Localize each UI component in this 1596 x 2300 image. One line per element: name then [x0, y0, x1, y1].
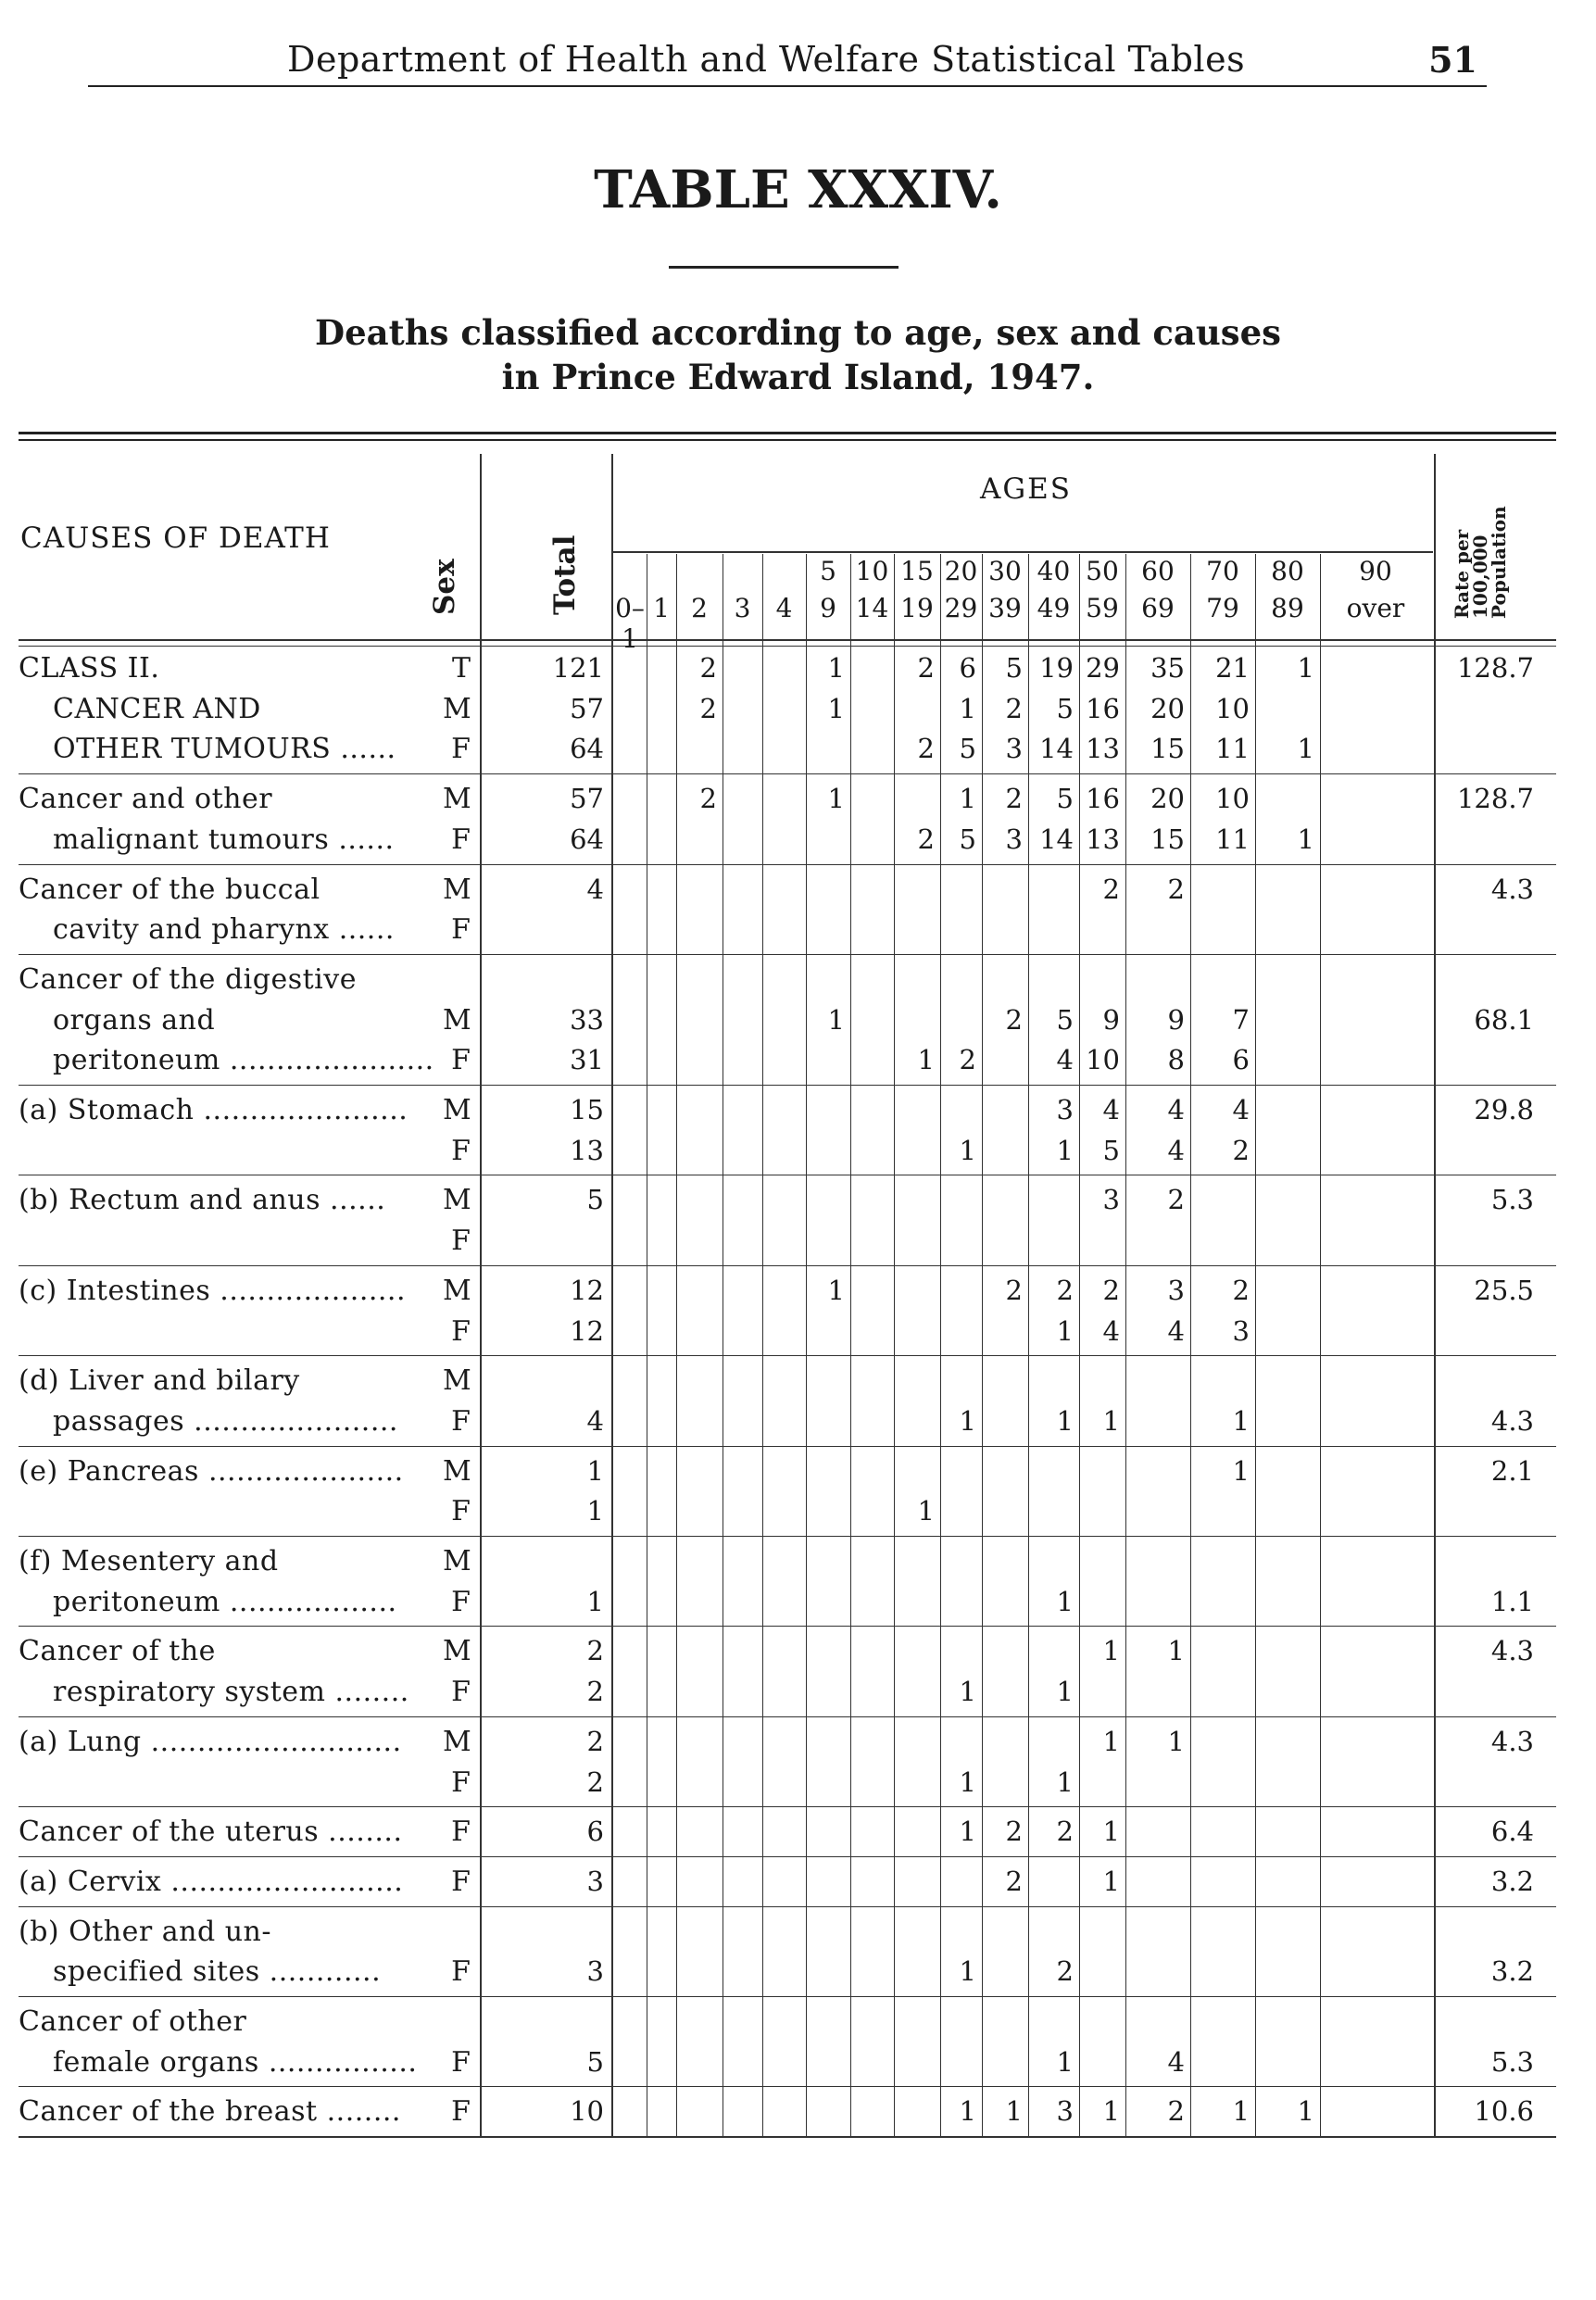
- age-count: 1: [1102, 1865, 1120, 1897]
- age-count: 20: [1150, 783, 1185, 815]
- rate-value: 5.3: [1490, 1184, 1534, 1216]
- age-count: 1: [827, 652, 845, 684]
- age-count: 2: [1005, 1816, 1023, 1848]
- age-count: 1: [827, 692, 845, 724]
- cause-of-death-label: Cancer of other: [19, 2005, 247, 2038]
- sex-marker: F: [451, 2045, 471, 2079]
- cause-of-death-label: OTHER TUMOURS ......: [53, 733, 396, 766]
- age-count: 1: [1056, 1314, 1074, 1347]
- age-count: 1: [917, 1495, 935, 1527]
- sex-marker: M: [443, 1184, 471, 1217]
- sex-marker: M: [443, 1364, 471, 1398]
- subtitle-line-1: Deaths classified according to age, sex and causes: [315, 312, 1281, 353]
- age-count: 3: [1102, 1184, 1120, 1216]
- cause-of-death-label: Cancer of the digestive: [19, 962, 357, 996]
- cause-of-death-label: Cancer and other: [19, 783, 273, 816]
- col-rule-age: [1190, 554, 1191, 2136]
- age-count: 2: [959, 1044, 976, 1076]
- age-count: 3: [1232, 1314, 1250, 1347]
- total-value: 3: [586, 1865, 604, 1897]
- age-count: 4: [1167, 1094, 1185, 1125]
- rate-value: 4.3: [1490, 1725, 1534, 1757]
- total-value: 1: [586, 1495, 604, 1527]
- age-count: 5: [1056, 692, 1074, 724]
- row-group-rule: [19, 1265, 1556, 1266]
- age-count: 11: [1215, 823, 1250, 855]
- age-count: 5: [959, 823, 976, 855]
- age-count: 1: [1297, 823, 1314, 855]
- header-age-group-from: 90: [1359, 556, 1392, 586]
- rate-value: 68.1: [1474, 1003, 1534, 1036]
- age-count: 16: [1086, 692, 1120, 724]
- age-count: 1: [959, 692, 976, 724]
- age-count: 2: [1005, 692, 1023, 724]
- total-value: 10: [570, 2095, 604, 2128]
- total-value: 6: [586, 1816, 604, 1848]
- total-value: 31: [570, 1044, 604, 1076]
- rate-value: 128.7: [1456, 652, 1534, 684]
- age-count: 6: [1232, 1044, 1250, 1076]
- cause-of-death-label: (b) Rectum and anus ......: [19, 1184, 386, 1217]
- table-bottom-rule: [19, 2136, 1556, 2138]
- cause-of-death-label: peritoneum ..................: [53, 1585, 397, 1618]
- col-rule-age: [676, 554, 677, 2136]
- table-top-rule-inner: [19, 439, 1556, 441]
- total-value: 3: [586, 1955, 604, 1988]
- header-age-group: 3: [734, 593, 751, 623]
- age-count: 1: [1232, 1404, 1250, 1437]
- age-count: 1: [959, 1955, 976, 1988]
- rate-value: 2.1: [1490, 1454, 1534, 1487]
- row-group-rule: [19, 1806, 1556, 1807]
- cause-of-death-label: (e) Pancreas .....................: [19, 1454, 404, 1488]
- page-number: 51: [1428, 39, 1477, 81]
- total-value: 5: [586, 1184, 604, 1216]
- running-title: Department of Health and Welfare Statistical Tables: [287, 39, 1246, 80]
- row-group-rule: [19, 1536, 1556, 1537]
- header-age-group-to: 59: [1086, 593, 1119, 623]
- header-age-group-from: 60: [1141, 556, 1175, 586]
- age-count: 1: [1297, 733, 1314, 765]
- row-group-rule: [19, 1626, 1556, 1627]
- age-count: 1: [1102, 2095, 1120, 2128]
- sex-marker: M: [443, 1725, 471, 1758]
- sex-marker: F: [451, 1816, 471, 1849]
- total-value: 4: [586, 873, 604, 905]
- total-value: 4: [586, 1404, 604, 1437]
- age-count: 6: [959, 652, 976, 684]
- rate-value: 3.2: [1490, 1955, 1534, 1988]
- age-count: 7: [1232, 1003, 1250, 1036]
- age-count: 1: [1056, 1676, 1074, 1708]
- header-age-group: 2: [691, 593, 708, 623]
- age-count: 10: [1086, 1044, 1120, 1076]
- sex-marker: F: [451, 1134, 471, 1167]
- row-group-rule: [19, 1355, 1556, 1356]
- sex-marker: F: [451, 733, 471, 766]
- age-count: 2: [1005, 783, 1023, 815]
- age-count: 3: [1005, 733, 1023, 765]
- age-count: 1: [1056, 1766, 1074, 1798]
- cause-of-death-label: (b) Other and un-: [19, 1915, 271, 1948]
- col-rule-age: [1028, 554, 1029, 2136]
- age-count: 1: [1102, 1816, 1120, 1848]
- cause-of-death-label: (d) Liver and bilary: [19, 1364, 300, 1398]
- cause-of-death-label: Cancer of the buccal: [19, 873, 320, 906]
- rate-value: 5.3: [1490, 2045, 1534, 2078]
- age-count: 1: [1056, 1585, 1074, 1617]
- header-total: Total: [548, 534, 582, 615]
- age-count: 2: [917, 823, 935, 855]
- header-age-group-to: 19: [900, 593, 934, 623]
- header-age-group-from: 15: [900, 556, 934, 586]
- row-group-rule: [19, 1085, 1556, 1086]
- header-age-group-to: 89: [1271, 593, 1304, 623]
- age-count: 11: [1215, 733, 1250, 765]
- age-count: 2: [1232, 1274, 1250, 1306]
- age-count: 1: [1005, 2095, 1023, 2128]
- age-count: 10: [1215, 783, 1250, 815]
- header-age-group-from: 20: [944, 556, 978, 586]
- cause-of-death-label: female organs ................: [53, 2045, 418, 2079]
- cause-of-death-label: (f) Mesentery and: [19, 1545, 279, 1577]
- total-value: 121: [552, 652, 604, 684]
- age-count: 1: [959, 1134, 976, 1166]
- age-count: 2: [1056, 1274, 1074, 1306]
- age-count: 19: [1039, 652, 1074, 684]
- age-count: 3: [1056, 2095, 1074, 2128]
- rate-value: 10.6: [1474, 2095, 1534, 2128]
- age-count: 3: [1167, 1274, 1185, 1306]
- age-count: 1: [1232, 1454, 1250, 1487]
- rate-value: 128.7: [1456, 783, 1534, 815]
- age-count: 35: [1150, 652, 1185, 684]
- cause-of-death-label: CLASS II.: [19, 652, 160, 685]
- age-count: 2: [1102, 873, 1120, 905]
- age-count: 4: [1102, 1094, 1120, 1125]
- row-group-rule: [19, 864, 1556, 865]
- header-age-group: 4: [775, 593, 793, 623]
- header-age-group: 1: [653, 593, 670, 623]
- row-group-rule: [19, 1716, 1556, 1717]
- col-rule-sex: [480, 454, 482, 2136]
- col-rule-age: [1079, 554, 1080, 2136]
- col-rule-age: [806, 554, 807, 2136]
- row-group-rule: [19, 773, 1556, 774]
- rate-value: 4.3: [1490, 1404, 1534, 1437]
- age-count: 1: [1056, 1404, 1074, 1437]
- rate-value: 4.3: [1490, 873, 1534, 905]
- row-group-rule: [19, 1906, 1556, 1907]
- col-rule-age: [982, 554, 983, 2136]
- header-age-group-from: 10: [855, 556, 889, 586]
- total-value: 1: [586, 1585, 604, 1617]
- sex-marker: M: [443, 873, 471, 906]
- age-count: 4: [1056, 1044, 1074, 1076]
- cause-of-death-label: (a) Lung ...........................: [19, 1725, 402, 1758]
- sex-marker: F: [451, 2095, 471, 2129]
- total-value: 12: [570, 1274, 604, 1306]
- sex-marker: F: [451, 1955, 471, 1989]
- header-age-group-to: 49: [1037, 593, 1071, 623]
- title-rule: [669, 266, 899, 269]
- age-count: 15: [1150, 823, 1185, 855]
- sex-marker: M: [443, 1274, 471, 1307]
- rate-value: 1.1: [1490, 1585, 1534, 1617]
- sex-marker: M: [443, 1454, 471, 1488]
- header-age-group-from: 5: [820, 556, 836, 586]
- total-value: 2: [586, 1676, 604, 1708]
- row-group-rule: [19, 954, 1556, 955]
- age-count: 1: [827, 1003, 845, 1036]
- age-count: 1: [959, 1404, 976, 1437]
- cause-of-death-label: specified sites ............: [53, 1955, 382, 1989]
- cause-of-death-label: (c) Intestines ....................: [19, 1274, 407, 1307]
- age-count: 1: [1056, 2045, 1074, 2078]
- header-age-group-to: 29: [944, 593, 978, 623]
- row-group-rule: [19, 1856, 1556, 1857]
- age-count: 20: [1150, 692, 1185, 724]
- age-count: 16: [1086, 783, 1120, 815]
- total-value: 5: [586, 2045, 604, 2078]
- col-rule-total: [611, 454, 613, 2136]
- sex-marker: M: [443, 783, 471, 816]
- cause-of-death-label: Cancer of the uterus ........: [19, 1816, 403, 1849]
- age-count: 3: [1056, 1094, 1074, 1125]
- age-count: 3: [1005, 823, 1023, 855]
- age-count: 5: [959, 733, 976, 765]
- age-count: 2: [1056, 1955, 1074, 1988]
- sex-marker: F: [451, 1766, 471, 1799]
- age-count: 9: [1167, 1003, 1185, 1036]
- col-rule-rate: [1434, 454, 1436, 2136]
- rate-value: 25.5: [1474, 1274, 1534, 1306]
- header-ages: AGES: [980, 472, 1073, 506]
- age-count: 2: [1056, 1816, 1074, 1848]
- age-count: 5: [1102, 1134, 1120, 1166]
- total-value: 13: [570, 1134, 604, 1166]
- age-count: 14: [1039, 823, 1074, 855]
- age-count: 2: [1005, 1865, 1023, 1897]
- table-title: TABLE XXXIV.: [594, 159, 1002, 220]
- total-value: 12: [570, 1314, 604, 1347]
- sex-marker: M: [443, 1545, 471, 1577]
- col-rule-age: [1125, 554, 1126, 2136]
- rate-value: 29.8: [1474, 1094, 1534, 1125]
- age-count: 2: [917, 652, 935, 684]
- age-count: 1: [959, 783, 976, 815]
- sex-marker: M: [443, 1094, 471, 1126]
- total-value: 2: [586, 1635, 604, 1667]
- header-age-group-from: 30: [988, 556, 1022, 586]
- sex-marker: F: [451, 1676, 471, 1709]
- cause-of-death-label: respiratory system ........: [53, 1676, 409, 1709]
- age-count: 4: [1167, 1314, 1185, 1347]
- sex-marker: F: [451, 823, 471, 856]
- age-count: 1: [1056, 1134, 1074, 1166]
- age-count: 1: [1297, 652, 1314, 684]
- header-age-group: 0–1: [615, 593, 645, 654]
- sex-marker: M: [443, 1635, 471, 1668]
- cause-of-death-label: malignant tumours ......: [53, 823, 395, 856]
- age-count: 2: [699, 783, 717, 815]
- age-count: 5: [1056, 1003, 1074, 1036]
- sex-marker: F: [451, 1044, 471, 1077]
- total-value: 15: [570, 1094, 604, 1125]
- total-value: 64: [570, 823, 604, 855]
- age-count: 2: [1102, 1274, 1120, 1306]
- header-age-group-from: 80: [1271, 556, 1304, 586]
- header-rate-line: Population: [1488, 506, 1510, 619]
- age-count: 1: [959, 1676, 976, 1708]
- sex-marker: F: [451, 1404, 471, 1438]
- cause-of-death-label: Cancer of the: [19, 1635, 216, 1668]
- header-age-group-from: 40: [1037, 556, 1071, 586]
- sex-marker: F: [451, 1865, 471, 1898]
- header-bottom-rule: [19, 639, 1556, 641]
- header-age-group-to: 69: [1141, 593, 1175, 623]
- age-count: 10: [1215, 692, 1250, 724]
- sex-marker: T: [451, 652, 471, 685]
- age-count: 9: [1102, 1003, 1120, 1036]
- age-count: 14: [1039, 733, 1074, 765]
- total-value: 64: [570, 733, 604, 765]
- running-head: [88, 39, 1487, 87]
- age-count: 1: [959, 1816, 976, 1848]
- age-count: 2: [699, 692, 717, 724]
- header-age-group-to: 79: [1206, 593, 1239, 623]
- row-group-rule: [19, 2086, 1556, 2087]
- cause-of-death-label: cavity and pharynx ......: [53, 913, 395, 947]
- total-value: 1: [586, 1454, 604, 1487]
- age-count: 1: [827, 1274, 845, 1306]
- age-count: 1: [1167, 1635, 1185, 1667]
- sex-marker: M: [443, 1003, 471, 1037]
- age-count: 29: [1086, 652, 1120, 684]
- col-rule-age: [940, 554, 941, 2136]
- col-rule-age: [850, 554, 851, 2136]
- age-count: 5: [1056, 783, 1074, 815]
- col-rule-age: [894, 554, 895, 2136]
- table-subtitle: [0, 310, 1596, 399]
- age-count: 2: [1005, 1003, 1023, 1036]
- age-count: 13: [1086, 733, 1120, 765]
- age-count: 1: [1102, 1404, 1120, 1437]
- sex-marker: F: [451, 1225, 471, 1258]
- age-count: 4: [1102, 1314, 1120, 1347]
- sex-marker: F: [451, 913, 471, 947]
- cause-of-death-label: peritoneum ......................: [53, 1044, 434, 1077]
- age-count: 4: [1232, 1094, 1250, 1125]
- col-rule-age: [1255, 554, 1256, 2136]
- header-ages-rule: [613, 551, 1433, 553]
- cause-of-death-label: passages ......................: [53, 1404, 398, 1438]
- age-count: 15: [1150, 733, 1185, 765]
- age-count: 2: [1167, 1184, 1185, 1216]
- sex-marker: F: [451, 1585, 471, 1618]
- header-age-group-to: 14: [855, 593, 889, 623]
- age-count: 2: [1167, 873, 1185, 905]
- sex-marker: F: [451, 1495, 471, 1528]
- header-age-group-to: over: [1346, 593, 1405, 623]
- rate-value: 3.2: [1490, 1865, 1534, 1897]
- age-count: 1: [959, 1766, 976, 1798]
- col-rule-age: [762, 554, 763, 2136]
- header-age-group-from: 50: [1086, 556, 1119, 586]
- age-count: 5: [1005, 652, 1023, 684]
- rate-value: 6.4: [1490, 1816, 1534, 1848]
- header-age-group-to: 9: [820, 593, 836, 623]
- age-count: 2: [917, 733, 935, 765]
- header-causes-of-death: CAUSES OF DEATH: [20, 522, 331, 555]
- sex-marker: M: [443, 692, 471, 725]
- cause-of-death-label: (a) Stomach ......................: [19, 1094, 408, 1126]
- cause-of-death-label: organs and: [53, 1003, 216, 1037]
- age-count: 4: [1167, 1134, 1185, 1166]
- age-count: 4: [1167, 2045, 1185, 2078]
- cause-of-death-label: (a) Cervix .........................: [19, 1865, 404, 1898]
- age-count: 1: [917, 1044, 935, 1076]
- header-age-group-from: 70: [1206, 556, 1239, 586]
- header-sex: Sex: [428, 559, 461, 615]
- total-value: 57: [570, 692, 604, 724]
- row-group-rule: [19, 1446, 1556, 1447]
- sex-marker: F: [451, 1314, 471, 1348]
- age-count: 2: [699, 652, 717, 684]
- rate-value: 4.3: [1490, 1635, 1534, 1667]
- cause-of-death-label: CANCER AND: [53, 692, 261, 725]
- total-value: 33: [570, 1003, 604, 1036]
- row-group-rule: [19, 1996, 1556, 1997]
- header-age-group-to: 39: [988, 593, 1022, 623]
- age-count: 1: [1102, 1635, 1120, 1667]
- total-value: 57: [570, 783, 604, 815]
- cause-of-death-label: Cancer of the breast ........: [19, 2095, 401, 2129]
- age-count: 1: [1102, 1725, 1120, 1757]
- age-count: 2: [1167, 2095, 1185, 2128]
- age-count: 21: [1215, 652, 1250, 684]
- age-count: 1: [1167, 1725, 1185, 1757]
- age-count: 1: [1297, 2095, 1314, 2128]
- age-count: 1: [959, 2095, 976, 2128]
- total-value: 2: [586, 1725, 604, 1757]
- age-count: 13: [1086, 823, 1120, 855]
- total-value: 2: [586, 1766, 604, 1798]
- header-bottom-rule-2: [19, 646, 1556, 647]
- age-count: 1: [827, 783, 845, 815]
- header-rate-line: 100,000: [1469, 534, 1491, 619]
- age-count: 1: [1232, 2095, 1250, 2128]
- subtitle-line-2: in Prince Edward Island, 1947.: [501, 357, 1095, 397]
- col-rule-age: [1320, 554, 1321, 2136]
- age-count: 2: [1005, 1274, 1023, 1306]
- header-rate-line: Rate per: [1451, 529, 1473, 619]
- table-top-rule: [19, 432, 1556, 434]
- age-count: 2: [1232, 1134, 1250, 1166]
- header-rate-per-100000: [1452, 506, 1508, 619]
- age-count: 8: [1167, 1044, 1185, 1076]
